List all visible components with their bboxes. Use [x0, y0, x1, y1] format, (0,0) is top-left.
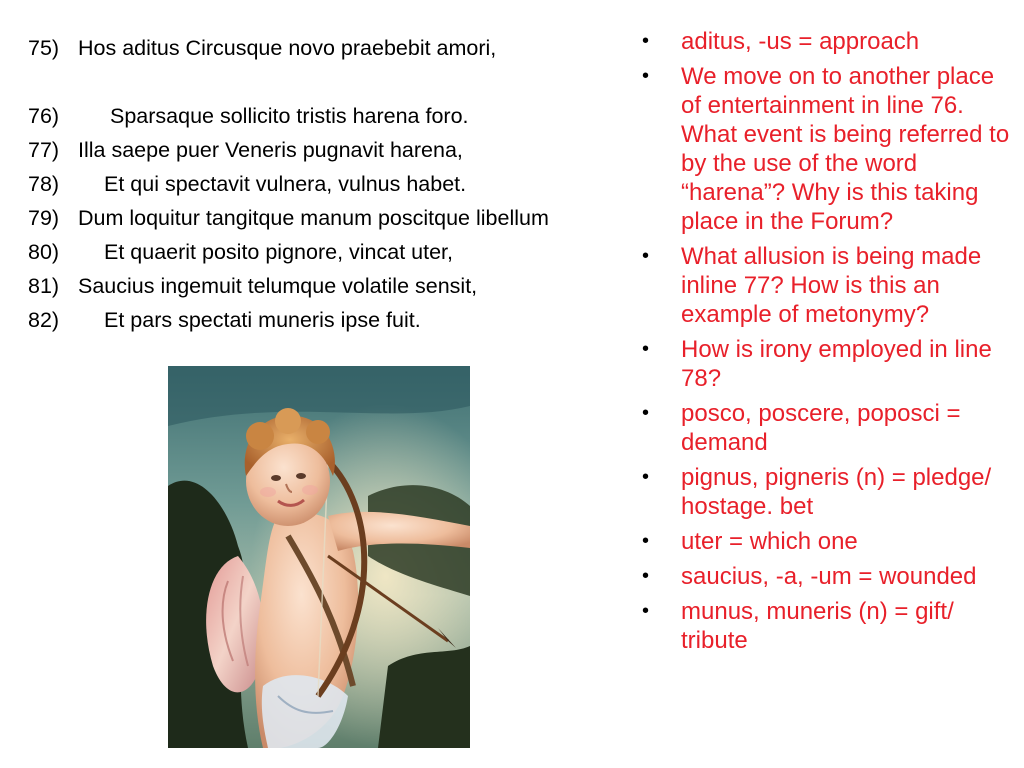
note-item	[640, 399, 1020, 457]
line-number: 82)	[28, 308, 60, 332]
line-text: Sparsaque sollicito tristis harena foro.	[110, 104, 469, 128]
note-text: What allusion is being made inline 77? How is this an example of metonymy?	[681, 243, 982, 328]
note-text: saucius, -a, -um = wounded	[681, 563, 977, 590]
cupid-painting	[168, 366, 470, 748]
line-number: 79)	[28, 206, 60, 230]
bullet-icon: •	[642, 530, 650, 552]
note-text: posco, poscere, poposci = demand	[681, 400, 961, 456]
note-text: How is irony employed in line 78?	[681, 336, 992, 392]
line-text: Et quaerit posito pignore, vincat uter,	[104, 240, 453, 264]
note-item	[640, 242, 1020, 329]
bullet-icon: •	[642, 245, 650, 267]
bullet-icon: •	[642, 30, 650, 52]
vocabulary-notes-list	[640, 27, 1020, 661]
note-text: uter = which one	[681, 528, 858, 555]
bullet-icon: •	[642, 565, 650, 587]
line-text: Et pars spectati muneris ipse fuit.	[104, 308, 421, 332]
poem-line-82	[28, 303, 668, 337]
line-number: 80)	[28, 240, 60, 264]
line-number: 76)	[28, 104, 60, 128]
line-text: Illa saepe puer Veneris pugnavit harena,	[78, 138, 463, 162]
bullet-icon: •	[642, 402, 650, 424]
note-item	[640, 335, 1020, 393]
bullet-icon: •	[642, 600, 650, 622]
line-number: 81)	[28, 274, 60, 298]
line-text: Saucius ingemuit telumque volatile sensit,	[78, 274, 478, 298]
note-item	[640, 463, 1020, 521]
poem-line-78	[28, 167, 668, 201]
note-item	[640, 597, 1020, 655]
note-text: aditus, -us = approach	[681, 28, 920, 55]
bullet-icon: •	[642, 466, 650, 488]
note-item	[640, 27, 1020, 56]
cupid-painting-icon	[168, 366, 470, 748]
note-text: munus, muneris (n) = gift/ tribute	[681, 598, 954, 654]
note-item	[640, 527, 1020, 556]
poem-line-76	[28, 99, 668, 133]
line-text: Hos aditus Circusque novo praebebit amori,	[78, 36, 497, 60]
bullet-icon: •	[642, 338, 650, 360]
poem-line-75	[28, 31, 668, 65]
latin-poem	[28, 31, 668, 337]
line-number: 78)	[28, 172, 60, 196]
line-text: Et qui spectavit vulnera, vulnus habet.	[104, 172, 467, 196]
note-text: pignus, pigneris (n) = pledge/ hostage. bet	[681, 464, 992, 520]
line-number: 75)	[28, 36, 60, 60]
note-item	[640, 562, 1020, 591]
note-item	[640, 62, 1020, 236]
bullet-icon: •	[642, 65, 650, 87]
note-text: We move on to another place of entertainment in line 76. What event is being referred to by the use of the word “harena”? Why is this taking place in the Forum?	[681, 63, 1010, 235]
line-text: Dum loquitur tangitque manum poscitque libellum	[78, 206, 549, 230]
poem-line-79	[28, 201, 668, 235]
poem-line-77	[28, 133, 668, 167]
poem-line-81	[28, 269, 668, 303]
line-number: 77)	[28, 138, 60, 162]
poem-line-80	[28, 235, 668, 269]
